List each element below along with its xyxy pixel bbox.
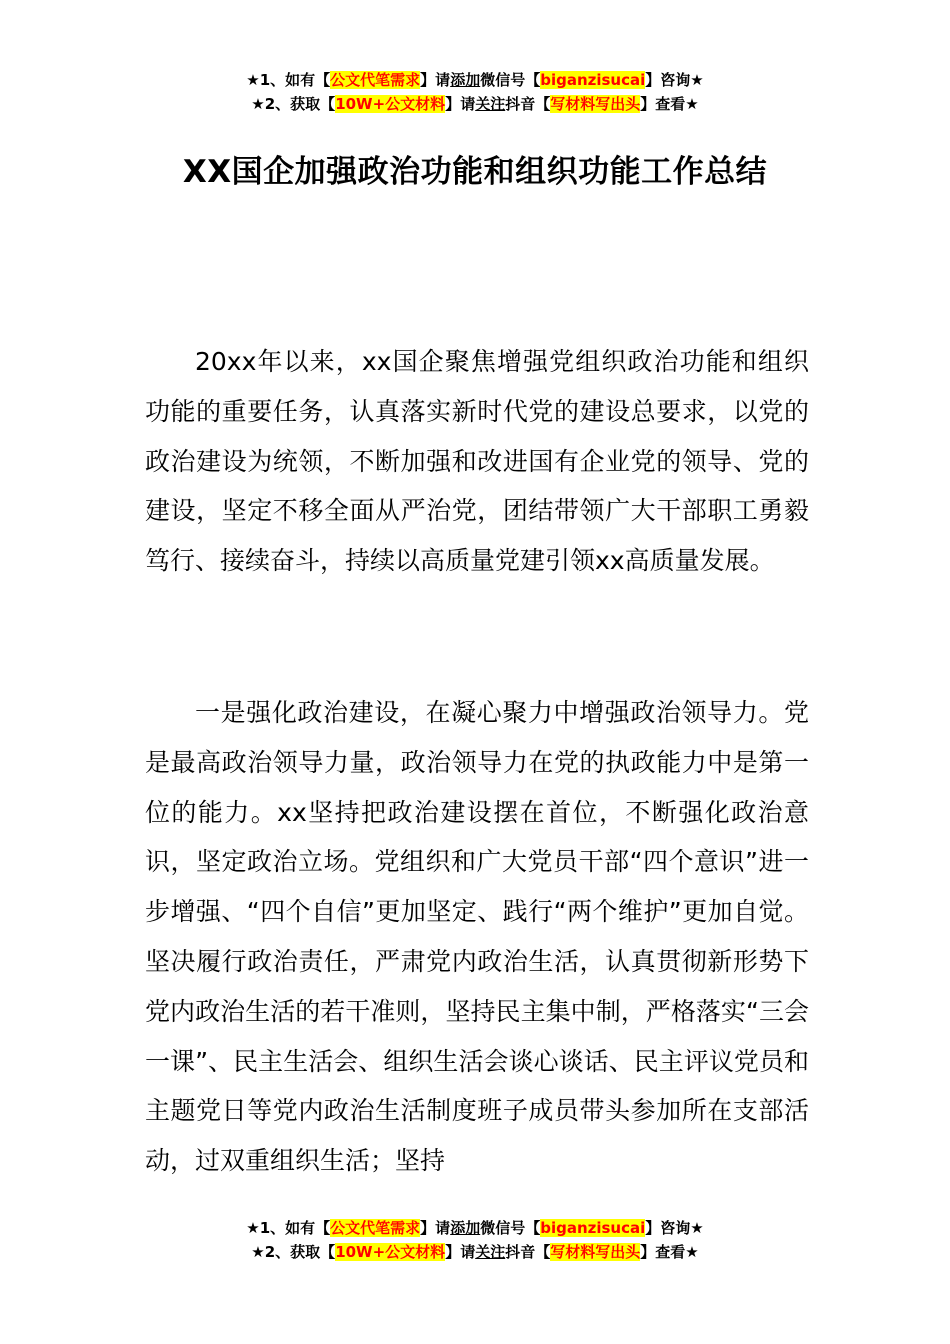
highlight-wechat-id: biganzisucai: [540, 1219, 646, 1237]
highlight-materials: 10W+公文材料: [335, 95, 446, 113]
underlined-text: 添加: [450, 71, 481, 89]
banner-line-2: [0, 1240, 950, 1264]
underlined-text: 关注: [475, 1243, 506, 1261]
banner-text: 】请: [445, 1243, 476, 1261]
banner-text: 微信号【: [480, 71, 541, 89]
banner-line-1: [0, 1216, 950, 1240]
banner-text: 微信号【: [480, 1219, 541, 1237]
banner-text: 】查看★: [640, 1243, 699, 1261]
paragraph-political-building: 一是强化政治建设，在凝心聚力中增强政治领导力。党是最高政治领导力量，政治领导力在党的执政能力中是第一位的能力。xx坚持把政治建设摆在首位，不断强化政治意识，坚定政治立场。党组织和广大党员干部“四个意识”进一步增强、“四个自信”更加坚定、践行“两个维护”更加自觉。坚决履行政治责任，严肃党内政治生活，认真贯彻新形势下党内政治生活的若干准则，坚持民主集中制，严格落实“三会一课”、民主生活会、组织生活会谈心谈话、民主评议党员和主题党日等党内政治生活制度班子成员带头参加所在支部活动，过双重组织生活；坚持: [145, 698, 809, 1176]
highlight-douyin-account: 写材料写出头: [550, 95, 641, 113]
banner-line-1: [0, 68, 950, 92]
highlight-materials: 10W+公文材料: [335, 1243, 446, 1261]
banner-text: ★1、如有【: [246, 1219, 331, 1237]
paragraph-intro: 20xx年以来，xx国企聚焦增强党组织政治功能和组织功能的重要任务，认真落实新时代党的建设总要求，以党的政治建设为统领，不断加强和改进国有企业党的领导、党的建设，坚定不移全面从严治党，团结带领广大干部职工勇毅笃行、接续奋斗，持续以高质量党建引领xx高质量发展。: [145, 347, 809, 576]
banner-text: ★1、如有【: [246, 71, 331, 89]
banner-text: 抖音【: [505, 1243, 551, 1261]
banner-text: 】请: [420, 71, 451, 89]
highlight-service: 公文代笔需求: [330, 71, 421, 89]
highlight-douyin-account: 写材料写出头: [550, 1243, 641, 1261]
banner-text: 】请: [445, 95, 476, 113]
document-title: XX国企加强政治功能和组织功能工作总结: [182, 154, 768, 190]
banner-text: 】咨询★: [645, 1219, 704, 1237]
banner-text: ★2、获取【: [251, 95, 336, 113]
highlight-service: 公文代笔需求: [330, 1219, 421, 1237]
banner-text: 抖音【: [505, 95, 551, 113]
banner-text: 】查看★: [640, 95, 699, 113]
underlined-text: 关注: [475, 95, 506, 113]
banner-text: ★2、获取【: [251, 1243, 336, 1261]
bottom-banner: [0, 1216, 950, 1264]
top-banner: [0, 68, 950, 116]
banner-text: 】请: [420, 1219, 451, 1237]
banner-text: 】咨询★: [645, 71, 704, 89]
highlight-wechat-id: biganzisucai: [540, 71, 646, 89]
banner-line-2: [0, 92, 950, 116]
underlined-text: 添加: [450, 1219, 481, 1237]
